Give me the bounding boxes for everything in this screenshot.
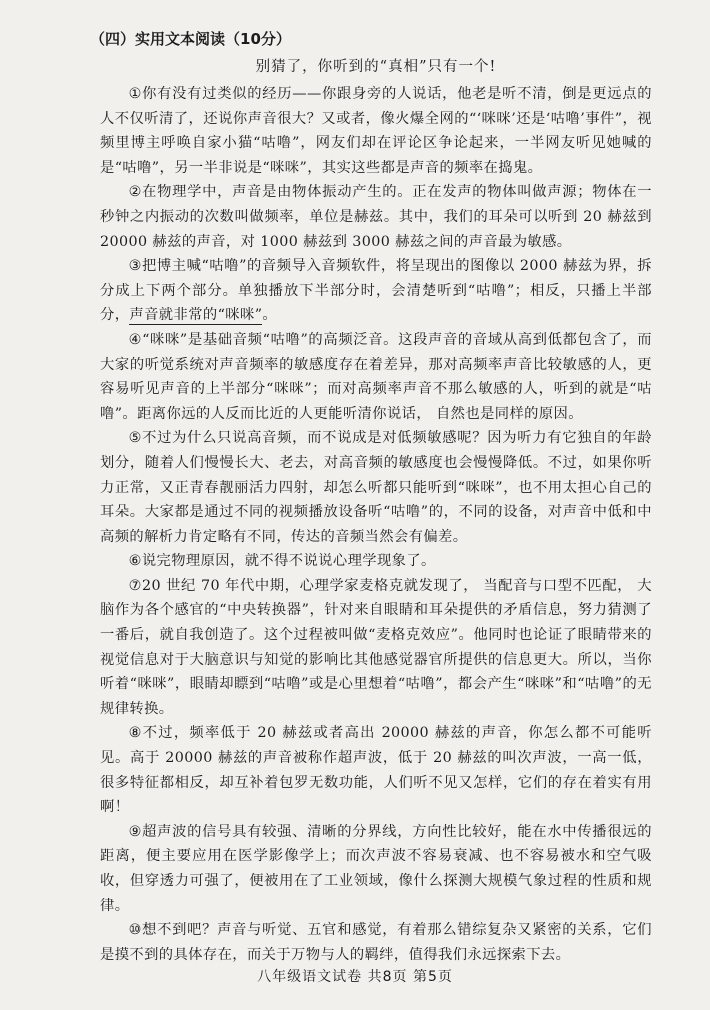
paragraph-number: ③	[128, 258, 142, 275]
paragraph-number: ②	[128, 184, 143, 201]
paragraph-number: ①	[128, 86, 143, 102]
paragraph-3	[100, 254, 652, 328]
paragraph-text: 不过，频率低于 20 赫兹或者高出 20000 赫兹的声音，你怎么都不可能听见。高于 20000 赫兹的声音被称作超声波，低于 20 赫兹的叫次声波，一高一低，很多特征都相反，却互补着包罗无数功能，人们听不见又怎样，它们的存在着实有用啊！	[100, 725, 652, 816]
article-title: 别猜了，你听到的“真相”只有一个!	[255, 59, 497, 75]
paragraph-text: “咪咪”是基础音频“咕噜”的高频泛音。这段声音的音域从高到低都包含了，而大家的听觉系统对声音频率的敏感度存在着差异，那对高频率声音比较敏感的人，更容易听见声音的上半部分“咪咪”；而对高频率声音不那么敏感的人，听到的就是“咕噜”。距离你远的人反而比近的人更能听清你说话， 自然也是同样的原因。	[100, 331, 652, 422]
paragraph-9	[100, 820, 652, 918]
paragraph-text: 想不到吧？声音与听觉、五官和感觉，有着那么错综复杂又紧密的关系，它们是摸不到的具体存在，而关于万物与人的羁绊，值得我们永远探索下去。	[100, 922, 652, 963]
paragraph-number: ④	[128, 331, 143, 348]
paragraph-5	[100, 426, 652, 549]
paragraph-text: 20 世纪 70 年代中期，心理学家麦格克就发现了， 当配音与口型不匹配， 大脑作为各个感官的“中央转换器”，针对来自眼睛和耳朵提供的矛盾信息，努力猜测了一番后，就自我创造了。这个过程被叫做“麦格克效应”。他同时也论证了眼睛带来的视觉信息对于大脑意识与知觉的影响比其他感觉器官所提供的信息更大。所以，当你听着“咪咪”，眼睛却瞟到“咕噜”或是心里想着“咕噜”，都会产生“咪咪”和“咕噜”的无规律转换。	[100, 577, 652, 717]
paragraph-number: ⑧	[128, 725, 143, 742]
paragraph-2	[100, 180, 652, 254]
paragraph-7	[100, 574, 652, 722]
paragraph-1	[100, 82, 652, 180]
page-footer: 八年级语文试卷 共8页 第5页	[257, 969, 453, 985]
paragraph-6	[100, 549, 652, 574]
paragraph-text: 你有没有过类似的经历——你跟身旁的人说话，他老是听不清，倒是更远点的人不仅听清了，还说你声音很大？又或者，像火爆全网的“‘咪咪’还是‘咕噜’事件”，视频里博主呼唤自家小猫“咕噜”，网友们却在评论区争论起来，一半网友听见她喊的是“咕噜”，另一半非说是“咪咪”，其实这些都是声音的频率在捣鬼。	[100, 86, 652, 176]
paragraph-text: 超声波的信号具有较强、清晰的分界线，方向性比较好，能在水中传播很远的距离，便主要应用在医学影像学上；而次声波不容易衰减、也不容易被水和空气吸收，但穿透力可强了，便被用在了工业领域，像什么探测大规模气象过程的性质和规律。	[100, 823, 652, 914]
paragraph-text: 把博主喊“咕噜”的音频导入音频软件，将呈现出的图像以 2000 赫兹为界，拆分成上下两个部分。单独播放下半部分时，会清楚听到“咕噜”；相反，只播上半部分，	[100, 258, 653, 324]
paragraph-number: ⑥	[128, 553, 142, 570]
paragraph-text: 说完物理原因，就不得不说说心理学现象了。	[141, 553, 436, 570]
paragraph-text: 在物理学中，声音是由物体振动产生的。正在发声的物体叫做声源；物体在一秒钟之内振动的次数叫做频率，单位是赫兹。其中，我们的耳朵可以听到 20 赫兹到 20000 赫兹的声音，对 1000 赫兹到 3000 赫兹之间的声音最为敏感。	[100, 184, 652, 250]
paragraph-8	[100, 721, 652, 819]
paragraph-4	[100, 328, 652, 426]
paragraph-number: ⑩	[128, 922, 143, 939]
paragraph-number: ⑦	[128, 577, 142, 594]
paragraph-text-end: 。	[262, 307, 278, 324]
paragraph-number: ⑤	[128, 430, 143, 447]
paragraph-10	[100, 918, 652, 967]
paragraph-number: ⑨	[128, 823, 143, 840]
paragraph-text: 不过为什么只说高音频，而不说成是对低频敏感呢？因为听力有它独自的年龄划分，随着人们慢慢长大、老去，对高音频的敏感度也会慢慢降低。不过，如果你听力正常，又正青春靓丽活力四射，却怎么听都只能听到“咪咪”，也不用太担心自己的耳朵。大家都是通过不同的视频播放设备听“咕噜”的，不同的设备，对声音中低和中高频的解析力肯定略有不同，传达的音频当然会有偏差。	[100, 430, 652, 545]
section-title: （四）实用文本阅读（10分）	[90, 30, 291, 48]
underlined-sentence: 声音就非常的“咪咪”	[129, 307, 263, 324]
